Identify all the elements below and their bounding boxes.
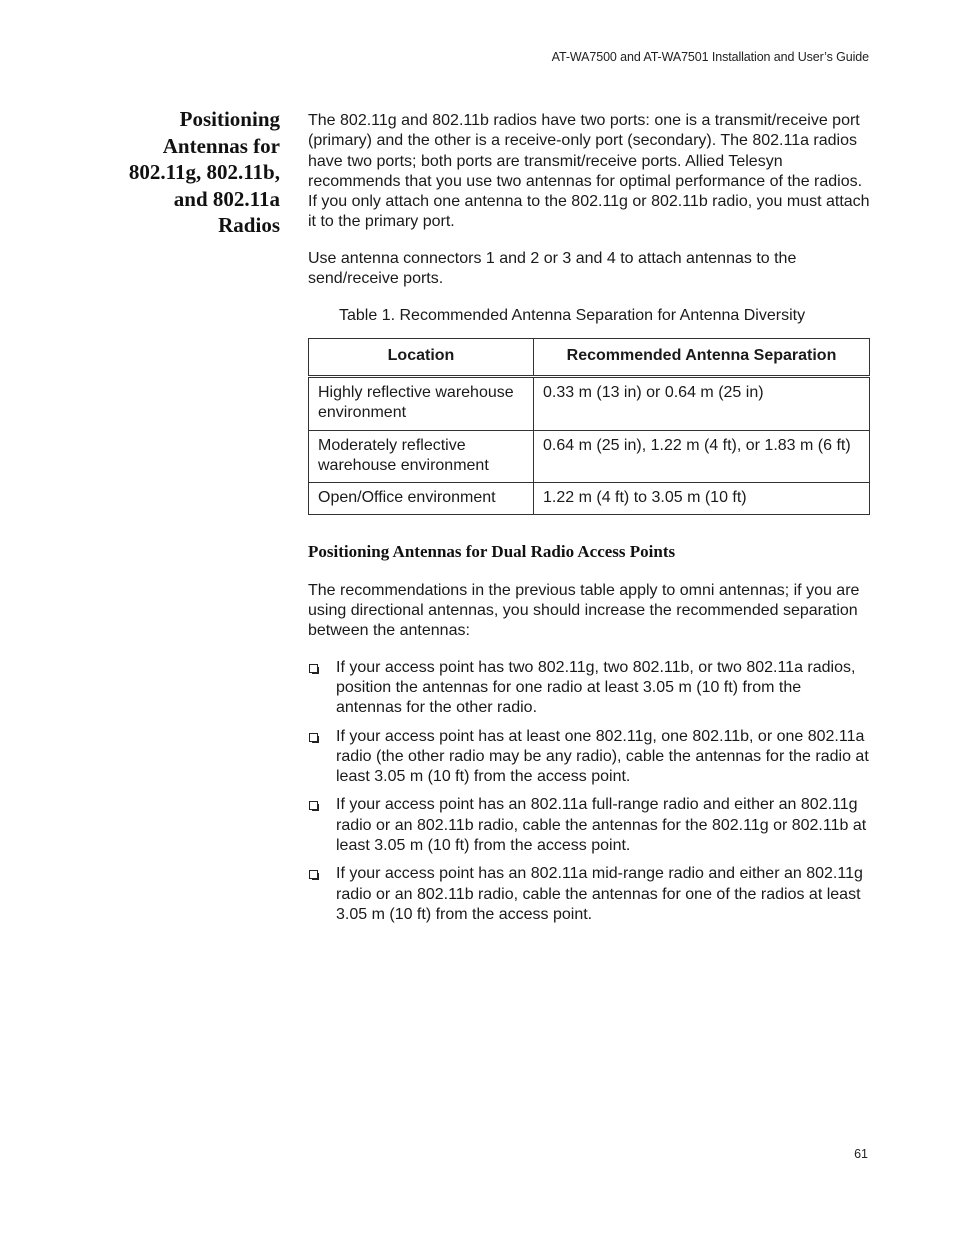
section-heading-line: and 802.11a	[173, 186, 280, 211]
table-cell-location: Open/Office environment	[309, 483, 534, 515]
table-cell-location: Moderately reflective warehouse environment	[309, 430, 534, 483]
checkbox-bullet-icon	[309, 870, 318, 879]
list-item	[308, 864, 870, 925]
recommendation-paragraph: The recommendations in the previous table apply to omni antennas; if you are using directional antennas, you should increase the recommended separation between the antennas:	[308, 581, 860, 640]
table-cell-separation: 0.64 m (25 in), 1.22 m (4 ft), or 1.83 m (6 ft)	[534, 430, 870, 483]
list-item-text: If your access point has an 802.11a full-range radio and either an 802.11g radio or an 802.11b radio, cable the antennas for the 802.11g or 802.11b at least 3.05 m (10 ft) from the access point.	[336, 796, 867, 855]
intro-paragraph: The 802.11g and 802.11b radios have two ports: one is a transmit/receive port (primary) and the other is a receive-only port (secondary). The 802.11a radios have two ports; both ports are transmit/receive ports. Allied Telesyn recommends that you use two antennas for optimal performance of the radios. If you only attach one antenna to the 802.11g or 802.11b radio, you must attach it to the primary port.	[308, 112, 870, 231]
table-cell-separation: 1.22 m (4 ft) to 3.05 m (10 ft)	[534, 483, 870, 515]
section-heading-line: Radios	[218, 213, 280, 237]
table-cell-separation: 0.33 m (13 in) or 0.64 m (25 in)	[534, 376, 870, 430]
main-content	[308, 111, 870, 933]
running-header: AT-WA7500 and AT-WA7501 Installation and User’s Guide	[551, 50, 869, 64]
list-item	[308, 658, 870, 719]
list-item	[308, 795, 870, 856]
column-header-separation: Recommended Antenna Separation	[534, 338, 870, 376]
antenna-separation-table	[308, 338, 870, 516]
table-header-row	[309, 338, 870, 376]
list-item-text: If your access point has an 802.11a mid-range radio and either an 802.11g radio or an 802.11b radio, cable the antennas for one of the radios at least 3.05 m (10 ft) from the access point.	[336, 865, 863, 923]
list-item-text: If your access point has at least one 802.11g, one 802.11b, or one 802.11a radio (the other radio may be any radio), cable the antennas for the radio at least 3.05 m (10 ft) from the access point.	[336, 727, 869, 786]
page-number: 61	[854, 1147, 868, 1161]
section-heading-line: Positioning	[179, 107, 280, 131]
connector-paragraph: Use antenna connectors 1 and 2 or 3 and 4 to attach antennas to the send/receive ports.	[308, 249, 797, 288]
table-row	[309, 430, 870, 483]
recommendation-list	[308, 658, 870, 926]
table-row	[309, 376, 870, 430]
section-heading	[100, 106, 280, 239]
checkbox-bullet-icon	[309, 733, 318, 742]
checkbox-bullet-icon	[309, 664, 318, 673]
subsection-heading: Positioning Antennas for Dual Radio Access Points	[308, 542, 676, 562]
column-header-location: Location	[309, 338, 534, 376]
section-heading-line: 802.11g, 802.11b,	[128, 160, 280, 184]
table-row	[309, 483, 870, 515]
list-item-text: If your access point has two 802.11g, two 802.11b, or two 802.11a radios, position the antennas for one radio at least 3.05 m (10 ft) from the antennas for the other radio.	[336, 658, 856, 717]
list-item	[308, 727, 870, 788]
section-heading-line: Antennas for	[162, 133, 280, 158]
table-caption: Table 1. Recommended Antenna Separation for Antenna Diversity	[339, 307, 806, 325]
checkbox-bullet-icon	[309, 801, 318, 810]
table-cell-location: Highly reflective warehouse environment	[309, 376, 534, 430]
